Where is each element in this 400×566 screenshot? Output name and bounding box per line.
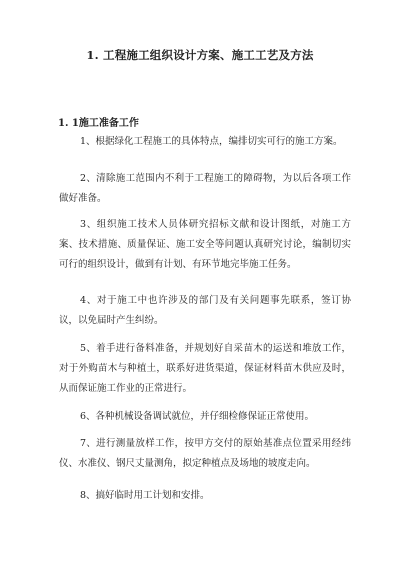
paragraph-8: 8、搞好临时用工计划和安排。 bbox=[80, 490, 210, 501]
paragraph-4: 4、对于施工中也许涉及的部门及有关问题事先联系，签订协议，以免届时产生纠纷。 bbox=[59, 295, 351, 326]
paragraph-7: 7、进行测量放样工作，按甲方交付的原始基准点位置采用经纬仪、水准仪、钢尺丈量测角，拟定种植点及场地的坡度走向。 bbox=[59, 438, 351, 469]
section-heading: 1. 1施工准备工作 bbox=[58, 118, 139, 129]
document-title: 1. 工程施工组织设计方案、施工工艺及方法 bbox=[86, 48, 314, 62]
paragraph-5: 5、着手进行备料准备，并规划好自采苗木的运送和堆放工作，对于外购苗木与种植土，联系好进货渠道，保证材料苗木供应及时，从而保证施工作业的正常进行。 bbox=[59, 343, 351, 394]
paragraph-1: 1、根据绿化工程施工的具体特点，编排切实可行的施工方案。 bbox=[80, 136, 343, 147]
paragraph-2: 2、清除施工范围内不利于工程施工的障碍物，为以后各项工作做好准备。 bbox=[59, 173, 351, 204]
paragraph-6: 6、各种机械设备调试就位，并仔细检修保证正常使用。 bbox=[80, 411, 315, 422]
paragraph-3: 3、组织施工技术人员体研究招标文献和设计图纸，对施工方案、技术措施、质量保证、施工安全等问题认真研究讨论，编制切实可行的组织设计，做到有计划、有环节地完毕施工任务。 bbox=[59, 219, 351, 270]
